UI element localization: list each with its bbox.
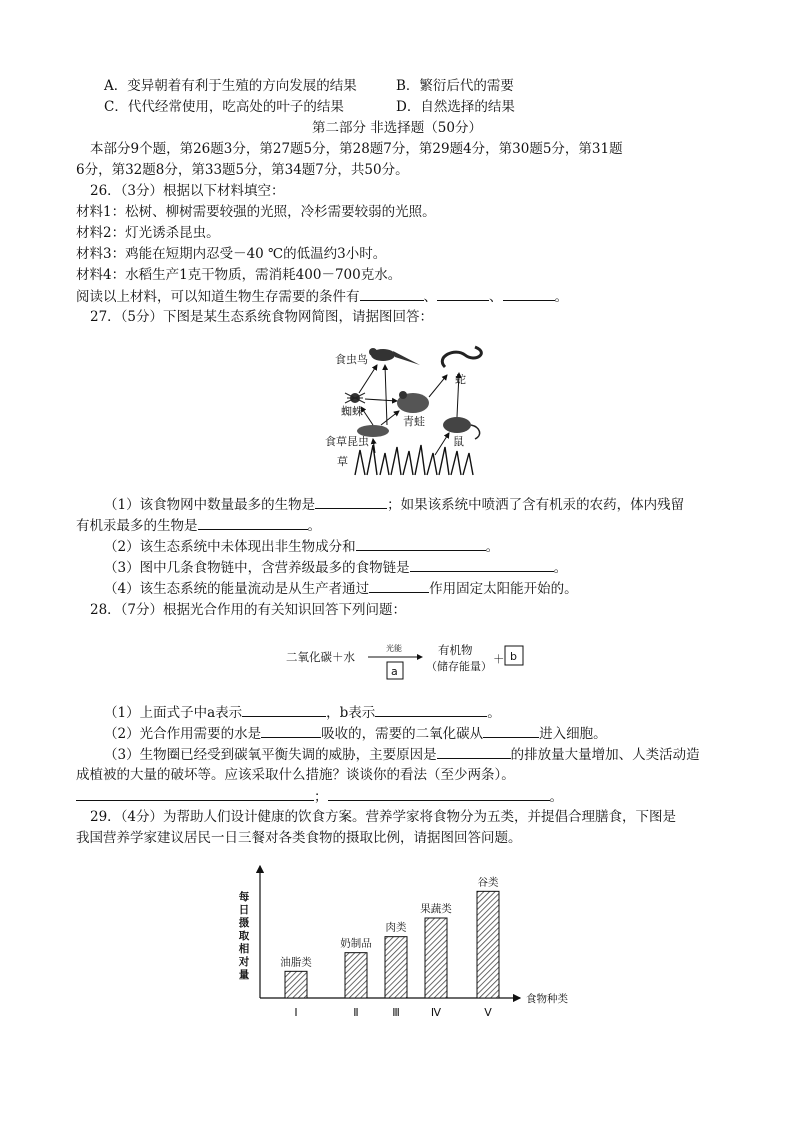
label-spider: 蜘蛛 (341, 405, 363, 418)
bar-2 (345, 953, 367, 998)
part2-title: 第二部分 非选择题（50分） (312, 120, 482, 136)
grass-illustration (355, 445, 473, 475)
q27-s3b: 。 (553, 560, 568, 576)
q26-material-1: 材料1：松树、柳树需要较强的光照，冷杉需要较弱的光照。 (76, 204, 436, 220)
q28-sub3-line1 (104, 744, 700, 765)
q28-s3a: （3）生物圈已经受到碳氧平衡失调的威胁，主要原因是 (104, 747, 437, 763)
q25-option-b: B．繁衍后代的需要 (396, 78, 514, 94)
bar-label-4: 果蔬类 (420, 903, 452, 915)
q26-blank-2[interactable] (437, 286, 489, 301)
label-insect: 食草昆虫 (325, 435, 369, 448)
q28-blank-measure-1[interactable] (76, 786, 314, 801)
q28-s2c: 进入细胞。 (539, 726, 607, 742)
x-tick-5: Ⅴ (484, 1006, 492, 1019)
q26-separator-2: 、 (489, 289, 503, 305)
q28-s1c: 。 (487, 705, 501, 721)
eq-product-1: 有机物 (438, 643, 473, 657)
q27-s2a: （2）该生态系统中未体现出非生物成分和 (104, 539, 356, 555)
q26-material-2: 材料2：灯光诱杀昆虫。 (76, 225, 220, 241)
ylabel-char-6: 对 (238, 956, 250, 968)
q27-sub4 (104, 578, 578, 599)
q29-stem-line2: 我国营养学家建议居民一日三餐对各类食物的摄取比例，请据图回答问题。 (76, 830, 522, 846)
q28-stem: 28．（7分）根据光合作用的有关知识回答下列问题： (90, 602, 407, 618)
q27-stem: 27．（5分）下图是某生态系统食物网简图，请据图回答： (90, 309, 434, 325)
x-tick-1: Ⅰ (294, 1006, 298, 1019)
q28-s2b: 吸收的，需要的二氧化碳从 (321, 726, 484, 742)
q27-blank-component[interactable] (356, 536, 486, 551)
food-web-figure (325, 335, 485, 480)
q27-s1b: ；如果该系统中喷洒了含有机汞的农药，体内残留 (387, 497, 685, 513)
ylabel-char-3: 摄 (238, 917, 250, 929)
q28-s1a: （1）上面式子中a表示 (104, 705, 243, 721)
spider-illustration (345, 393, 365, 403)
ylabel-char-7: 量 (238, 969, 250, 981)
bar-label-5: 谷类 (477, 876, 499, 889)
bar-label-3: 肉类 (385, 921, 407, 934)
q27-s4b: 作用固定太阳能开始的。 (429, 581, 578, 597)
x-tick-3: Ⅲ (392, 1006, 400, 1019)
q27-sub1-line2 (76, 515, 321, 536)
q27-blank-most-organism[interactable] (315, 494, 387, 509)
q27-s3a: （3）图中几条食物链中，含营养级最多的食物链是 (104, 560, 410, 576)
q28-s3b: 的排放量大量增加、人类活动造 (510, 747, 700, 763)
x-tick-2: Ⅱ (353, 1006, 359, 1019)
ylabel-char-2: 日 (238, 904, 250, 916)
q26-ask-text: 阅读以上材料，可以知道生物生存需要的条件有 (76, 289, 360, 305)
q28-blank-water-organ[interactable] (261, 723, 321, 738)
q27-sub2 (104, 536, 499, 557)
q27-s1a: （1）该食物网中数量最多的生物是 (104, 497, 316, 513)
part2-intro-line1: 本部分9个题，第26题3分，第27题5分，第28题7分，第29题4分，第30题5分，第31题 (90, 141, 623, 157)
q28-sub2 (104, 723, 607, 744)
q26-question-line (76, 286, 568, 307)
eq-product-1-note: （储存能量） (426, 660, 492, 673)
q28-s3e: 。 (549, 789, 563, 805)
label-snake: 蛇 (455, 373, 466, 386)
x-tick-4: Ⅳ (430, 1006, 442, 1019)
q28-blank-b[interactable] (375, 702, 487, 717)
q27-s2b: 。 (485, 539, 500, 555)
q26-end: 。 (554, 289, 568, 305)
q26-stem: 26．（3分）根据以下材料填空： (90, 183, 285, 199)
snake-illustration (442, 347, 481, 367)
q27-s4a: （4）该生态系统的能量流动是从生产者通过 (104, 581, 370, 597)
q25-option-d: D．自然选择的结果 (396, 99, 515, 115)
q27-s1d: 。 (307, 518, 321, 534)
q28-s3d: ； (314, 789, 328, 805)
q26-blank-3[interactable] (503, 286, 555, 301)
photosynthesis-equation (286, 640, 536, 684)
q29-stem-line1: 29．（4分）为帮助人们设计健康的饮食方案。营养学家将食物分为五类，并提倡合理膳食，下图是 (90, 809, 677, 825)
q27-sub1-line1 (104, 494, 684, 515)
q27-sub3 (104, 557, 567, 578)
label-grass: 草 (337, 455, 348, 468)
q25-option-a: A．变异朝着有利于生殖的方向发展的结果 (104, 78, 357, 94)
eq-arrow-label: 光能 (386, 644, 402, 653)
chart-ylabel (238, 890, 250, 981)
q28-sub3-line3 (76, 786, 563, 807)
ylabel-char-1: 每 (238, 891, 250, 903)
ylabel-char-5: 相 (238, 943, 250, 955)
q25-option-c: C．代代经常使用，吃高处的叶子的结果 (104, 99, 344, 115)
bird-illustration (369, 348, 420, 365)
q26-blank-1[interactable] (360, 286, 424, 301)
eq-box-b-label: b (510, 650, 517, 663)
bar-4 (425, 918, 447, 998)
q26-material-4: 材料4：水稻生产1克干物质，需消耗400－700克水。 (76, 267, 402, 283)
label-frog: 青蛙 (403, 415, 425, 428)
q28-sub3-line2: 成植被的大量的破坏等。应该采取什么措施？谈谈你的看法（至少两条）。 (76, 767, 515, 783)
label-mouse: 鼠 (453, 435, 464, 448)
q28-blank-measure-2[interactable] (328, 786, 550, 801)
food-intake-chart (230, 862, 590, 1022)
eq-plus: ＋ (493, 652, 505, 666)
bar-1 (285, 971, 307, 998)
q28-blank-a[interactable] (242, 702, 326, 717)
q27-s1c: 有机汞最多的生物是 (76, 518, 198, 534)
bar-5 (477, 891, 499, 998)
ylabel-char-4: 取 (238, 930, 250, 942)
eq-box-a-label: a (391, 665, 398, 678)
eq-reactants: 二氧化碳＋水 (286, 650, 355, 664)
q28-blank-cause[interactable] (437, 744, 511, 759)
label-bird: 食虫鸟 (335, 353, 368, 366)
q28-blank-co2-entry[interactable] (483, 723, 539, 738)
bar-3 (385, 937, 407, 998)
q26-separator-1: 、 (423, 289, 437, 305)
q27-blank-food-chain[interactable] (410, 557, 554, 572)
part2-intro-line2: 6分，第32题8分，第33题5分，第34题7分，共50分。 (76, 162, 409, 178)
q28-s2a: （2）光合作用需要的水是 (104, 726, 262, 742)
q28-sub1 (104, 702, 501, 723)
q27-blank-mercury-organism[interactable] (198, 515, 308, 530)
bar-label-1: 油脂类 (280, 956, 312, 969)
bar-label-2: 奶制品 (340, 937, 372, 950)
frog-illustration (397, 391, 429, 413)
q28-s1b: ，b表示 (326, 705, 376, 721)
q26-material-3: 材料3：鸡能在短期内忍受－40 ℃的低温约3小时。 (76, 246, 387, 262)
q27-blank-process[interactable] (369, 578, 429, 593)
chart-xlabel: 食物种类 (526, 993, 568, 1005)
